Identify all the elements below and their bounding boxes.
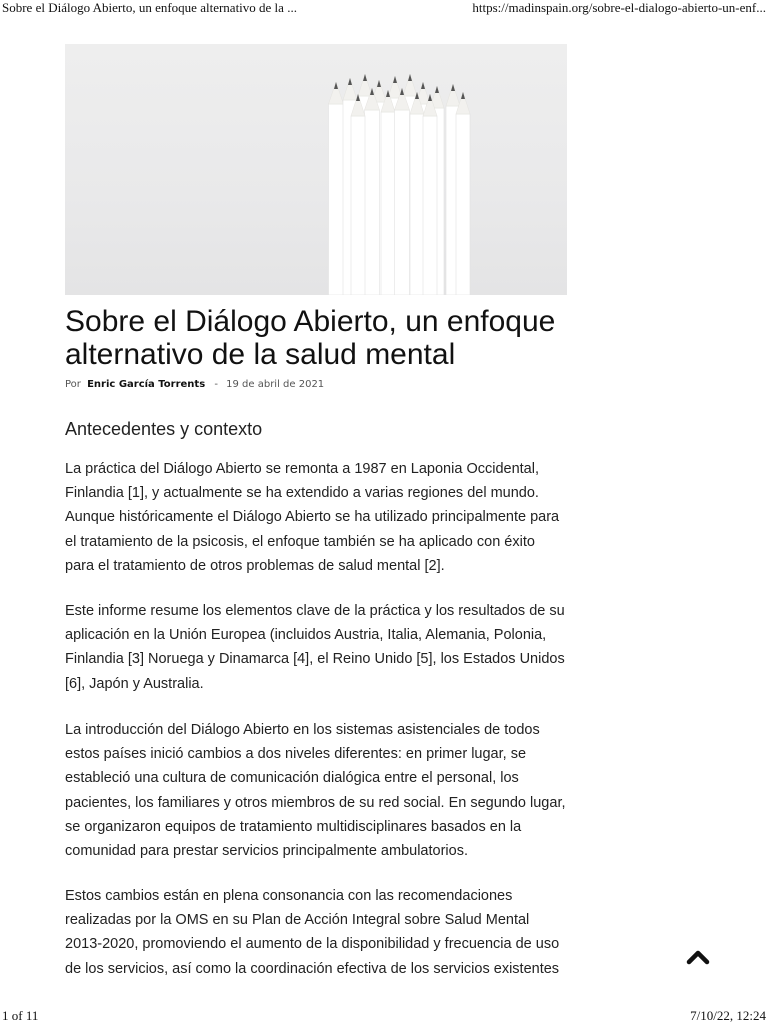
paragraph-line: La introducción del Diálogo Abierto en los sistemas asistenciales de todos bbox=[65, 722, 540, 738]
print-header bbox=[0, 0, 768, 20]
article-title-line: alternativo de la salud mental bbox=[65, 338, 456, 371]
print-header-url: https://madinspain.org/sobre-el-dialogo-abierto-un-enf... bbox=[472, 0, 766, 15]
print-header-title: Sobre el Diálogo Abierto, un enfoque alternativo de la ... bbox=[2, 0, 297, 15]
article-paragraph bbox=[65, 884, 565, 981]
paragraph-line: comunidad para prestar servicios principalmente ambulatorios. bbox=[65, 843, 468, 860]
paragraph-line: Finlandia [3] Noruega y Dinamarca [4], el Reino Unido [5], los Estados Unidos bbox=[65, 651, 565, 668]
pencil-shape bbox=[365, 88, 380, 295]
pencil-shape bbox=[381, 90, 395, 295]
scroll-to-top-button[interactable] bbox=[684, 945, 712, 969]
page-count: 1 of 11 bbox=[2, 1008, 39, 1023]
paragraph-line: estableció una cultura de comunicación dialógica entre el personal, los bbox=[65, 770, 519, 787]
author-link[interactable]: Enric García Torrents bbox=[87, 379, 206, 390]
print-footer bbox=[0, 1008, 768, 1024]
pencil-shape bbox=[395, 88, 410, 295]
print-date: 7/10/22, 12:24 bbox=[690, 1008, 766, 1023]
pencil-shape bbox=[423, 94, 437, 295]
article-paragraph bbox=[65, 457, 565, 578]
article-paragraph bbox=[65, 718, 565, 863]
paragraph-line: Este informe resume los elementos clave de la práctica y los resultados de su bbox=[65, 603, 565, 619]
article-title-line: Sobre el Diálogo Abierto, un enfoque bbox=[65, 305, 556, 338]
paragraph-line: Finlandia [1], y actualmente se ha extendido a varias regiones del mundo. bbox=[65, 485, 539, 502]
featured-image bbox=[65, 44, 567, 295]
paragraph-line: 2013-2020, promoviendo el aumento de la disponibilidad y frecuencia de uso bbox=[65, 936, 560, 953]
paragraph-line: estos países inició cambios a dos niveles diferentes: en primer lugar, se bbox=[65, 746, 527, 763]
article-meta bbox=[65, 379, 324, 390]
article-paragraph bbox=[65, 599, 565, 696]
chevron-up-icon bbox=[684, 945, 712, 969]
paragraph-line: Aunque históricamente el Diálogo Abierto se ha utilizado principalmente para bbox=[65, 509, 560, 526]
paragraph-line: La práctica del Diálogo Abierto se remonta a 1987 en Laponia Occidental, bbox=[65, 461, 539, 477]
paragraph-line: de los servicios, así como la coordinación efectiva de los servicios existentes bbox=[65, 960, 560, 977]
meta-separator: - bbox=[214, 379, 218, 390]
paragraph-line: se organizaron equipos de tratamiento multidisciplinares basados en la bbox=[65, 818, 522, 835]
paragraph-line: pacientes, los familiares y otros miembros de su red social. En segundo lugar, bbox=[65, 794, 566, 811]
pencil-shape bbox=[329, 82, 344, 295]
pencil-shape bbox=[351, 94, 365, 295]
paragraph-line: realizadas por la OMS en su Plan de Acción Integral sobre Salud Mental bbox=[65, 912, 530, 929]
article-title bbox=[65, 305, 585, 371]
white-pencils-image bbox=[65, 44, 567, 295]
paragraph-line: para el tratamiento de otros problemas de salud mental [2]. bbox=[65, 557, 445, 574]
paragraph-line: aplicación en la Unión Europea (incluidos Austria, Italia, Alemania, Polonia, bbox=[65, 627, 547, 644]
by-label: Por bbox=[65, 379, 81, 390]
paragraph-line: el tratamiento de la psicosis, el enfoque también se ha aplicado con éxito bbox=[65, 533, 535, 550]
publish-date: 19 de abril de 2021 bbox=[226, 379, 325, 390]
paragraph-line: [6], Japón y Australia. bbox=[65, 675, 204, 692]
paragraph-line: Estos cambios están en plena consonancia con las recomendaciones bbox=[65, 888, 513, 904]
pencil-shape bbox=[456, 92, 470, 295]
section-heading: Antecedentes y contexto bbox=[65, 419, 263, 439]
pencil-shape bbox=[410, 92, 424, 295]
